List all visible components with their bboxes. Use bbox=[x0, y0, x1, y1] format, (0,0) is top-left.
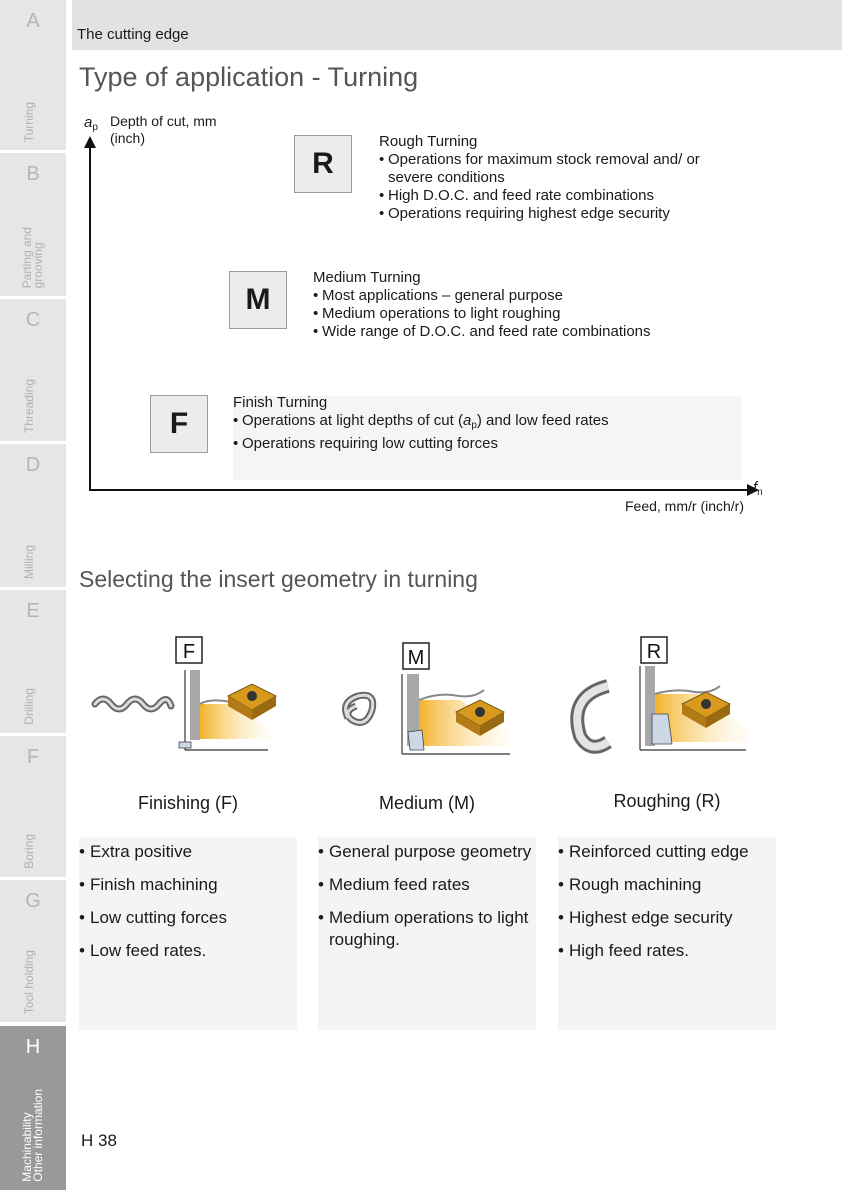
y-axis-line bbox=[89, 146, 91, 491]
rough-title: Rough Turning bbox=[379, 133, 478, 150]
medium-title: Medium Turning bbox=[313, 269, 421, 286]
rough-bullet: • Operations requiring highest edge security bbox=[379, 205, 719, 223]
roughing-title: Roughing (R) bbox=[613, 791, 721, 811]
finish-bullet: • Operations at light depths of cut $(a_p)$ and low feed rates bbox=[233, 412, 733, 435]
chapter-tab-milling[interactable] bbox=[0, 444, 66, 587]
geometry-heading: Selecting the insert geometry in turning bbox=[79, 566, 478, 592]
list-item: • Low cutting forces bbox=[79, 907, 297, 929]
section-title: The cutting edge bbox=[77, 26, 189, 43]
list-item: • Extra positive bbox=[79, 841, 297, 863]
list-item: • Highest edge security bbox=[558, 907, 776, 929]
list-item: • Medium feed rates bbox=[318, 874, 536, 896]
rough-bullet: • High D.O.C. and feed rate combinations bbox=[379, 187, 719, 205]
page-number: H 38 bbox=[81, 1131, 117, 1150]
chapter-letter: D bbox=[25, 454, 41, 476]
chapter-tab-tool-holding[interactable] bbox=[0, 880, 66, 1022]
finish-letter-box: F bbox=[150, 395, 208, 453]
chapter-letter: E bbox=[26, 600, 40, 622]
chapter-label: Drilling bbox=[22, 688, 36, 725]
medium-letter-box: M bbox=[229, 271, 287, 329]
y-axis-arrow-icon bbox=[84, 136, 96, 148]
chapter-letter: A bbox=[26, 10, 40, 32]
chapter-label: Turning bbox=[22, 101, 36, 142]
medium-bullet: • Wide range of D.O.C. and feed rate combinations bbox=[313, 323, 693, 341]
list-item: • Reinforced cutting edge bbox=[558, 841, 776, 863]
finish-bullet: • Operations requiring low cutting forces bbox=[233, 435, 733, 453]
chapter-label: Boring bbox=[22, 834, 36, 869]
chapter-letter: F bbox=[26, 746, 40, 768]
list-item: • High feed rates. bbox=[558, 940, 776, 962]
x-axis-line bbox=[89, 489, 749, 491]
application-heading: Type of application - Turning bbox=[79, 62, 419, 92]
medium-bullet: • Medium operations to light roughing bbox=[313, 305, 693, 323]
medium-features bbox=[318, 837, 536, 1030]
chapter-letter: G bbox=[25, 890, 41, 912]
finish-title: Finish Turning bbox=[233, 394, 328, 411]
list-item: • Finish machining bbox=[79, 874, 297, 896]
roughing-tag: R bbox=[646, 641, 662, 663]
chapter-letter: H bbox=[25, 1036, 41, 1058]
medium-bullet: • Most applications – general purpose bbox=[313, 287, 693, 305]
list-item: • Medium operations to light roughing. bbox=[318, 907, 536, 951]
finishing-insert-illustration bbox=[90, 634, 280, 756]
chapter-label: Machinability Other information bbox=[20, 1089, 45, 1182]
finishing-features bbox=[79, 837, 297, 1030]
chapter-letter: B bbox=[26, 163, 40, 185]
rough-bullet: • Operations for maximum stock removal and/ or severe conditions bbox=[379, 151, 719, 187]
chapter-label: Threading bbox=[22, 378, 36, 433]
chapter-tab-parting-grooving[interactable] bbox=[0, 153, 66, 296]
list-item: • Rough machining bbox=[558, 874, 776, 896]
chapter-tab-machinability[interactable] bbox=[0, 1026, 66, 1190]
chapter-label: Milling bbox=[22, 544, 36, 579]
medium-turning-block bbox=[313, 269, 693, 341]
chapter-tab-threading[interactable] bbox=[0, 299, 66, 441]
chapter-sidebar bbox=[0, 0, 66, 1190]
rough-letter-box: R bbox=[294, 135, 352, 193]
medium-insert-illustration bbox=[330, 638, 520, 760]
finishing-tag: F bbox=[182, 641, 196, 663]
finishing-title: Finishing (F) bbox=[137, 793, 239, 813]
y-axis-label: Depth of cut, mm (inch) bbox=[110, 113, 217, 146]
chapter-label: Parting and grooving bbox=[20, 226, 45, 288]
chapter-tab-boring[interactable] bbox=[0, 736, 66, 877]
header-band bbox=[72, 0, 842, 50]
list-item: • Low feed rates. bbox=[79, 940, 297, 962]
medium-tag: M bbox=[407, 647, 425, 669]
chapter-tab-turning[interactable] bbox=[0, 0, 66, 150]
x-axis-label: Feed, mm/r (inch/r) bbox=[624, 498, 744, 514]
rough-turning-block bbox=[379, 133, 719, 223]
roughing-insert-illustration bbox=[568, 634, 758, 756]
x-axis-symbol: $f_n$ bbox=[753, 479, 763, 498]
y-axis-symbol: $a_p$ bbox=[84, 114, 98, 133]
finish-turning-block bbox=[233, 394, 733, 453]
chapter-label: Tool holding bbox=[22, 949, 36, 1014]
chapter-letter: C bbox=[25, 309, 41, 331]
list-item: • General purpose geometry bbox=[318, 841, 536, 863]
chapter-tab-drilling[interactable] bbox=[0, 590, 66, 733]
roughing-features bbox=[558, 837, 776, 1030]
medium-title: Medium (M) bbox=[378, 793, 475, 813]
